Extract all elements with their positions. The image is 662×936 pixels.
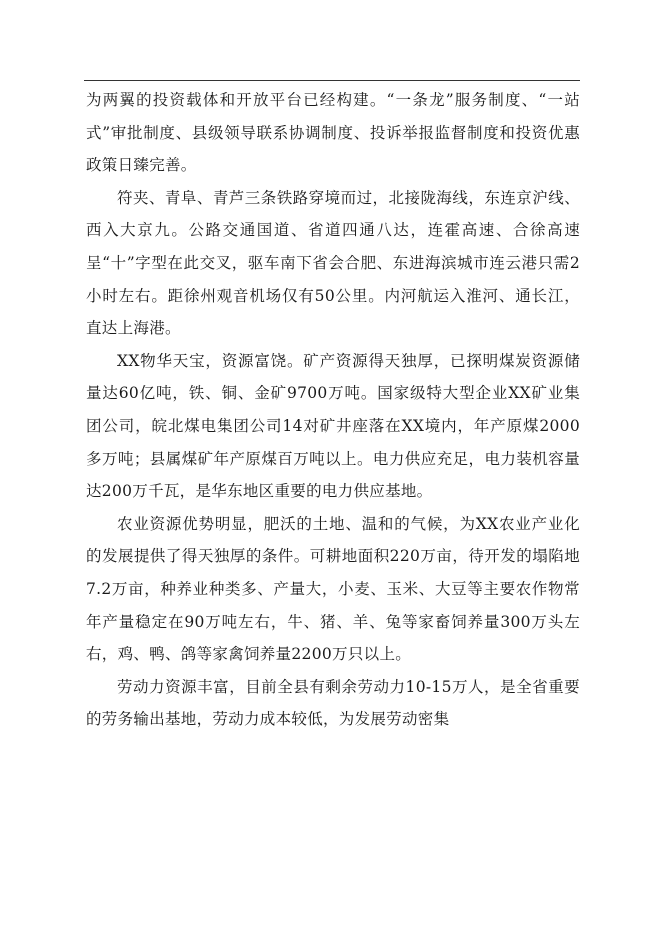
document-body bbox=[86, 84, 580, 736]
header-rule bbox=[84, 80, 580, 81]
paragraph-mineral-resources: XX物华天宝，资源富饶。矿产资源得天独厚，已探明煤炭资源储量达60亿吨，铁、铜、金矿9700万吨。国家级特大型企业XX矿业集团公司，皖北煤电集团公司14对矿井座落在XX境内，年产原煤2000多万吨；县属煤矿年产原煤百万吨以上。电力供应充足，电力装机容量达200万千瓦，是华东地区重要的电力供应基地。 bbox=[86, 351, 580, 501]
paragraph-transportation: 符夹、青阜、青芦三条铁路穿境而过，北接陇海线，东连京沪线、西入大京九。公路交通国道、省道四通八达，连霍高速、合徐高速呈“十”字型在此交叉，驱车南下省会合肥、东进海滨城市连云港只需2小时左右。距徐州观音机场仅有50公里。内河航运入淮河、通长江，直达上海港。 bbox=[86, 188, 580, 338]
paragraph-agriculture: 农业资源优势明显，肥沃的土地、温和的气候，为XX农业产业化的发展提供了得天独厚的条件。可耕地面积220万亩，待开发的塌陷地7.2万亩，种养业种类多、产量大，小麦、玉米、大豆等主要农作物常年产量稳定在90万吨左右，牛、猪、羊、兔等家畜饲养量300万头左右，鸡、鸭、鸽等家禽饲养量2200万只以上。 bbox=[86, 514, 580, 664]
paragraph-investment-platform: 为两翼的投资载体和开放平台已经构建。“一条龙”服务制度、“一站式”审批制度、县级领导联系协调制度、投诉举报监督制度和投资优惠政策日臻完善。 bbox=[86, 91, 580, 175]
paragraph-labor: 劳动力资源丰富，目前全县有剩余劳动力10-15万人，是全省重要的劳务输出基地，劳动力成本较低，为发展劳动密集 bbox=[86, 677, 580, 729]
